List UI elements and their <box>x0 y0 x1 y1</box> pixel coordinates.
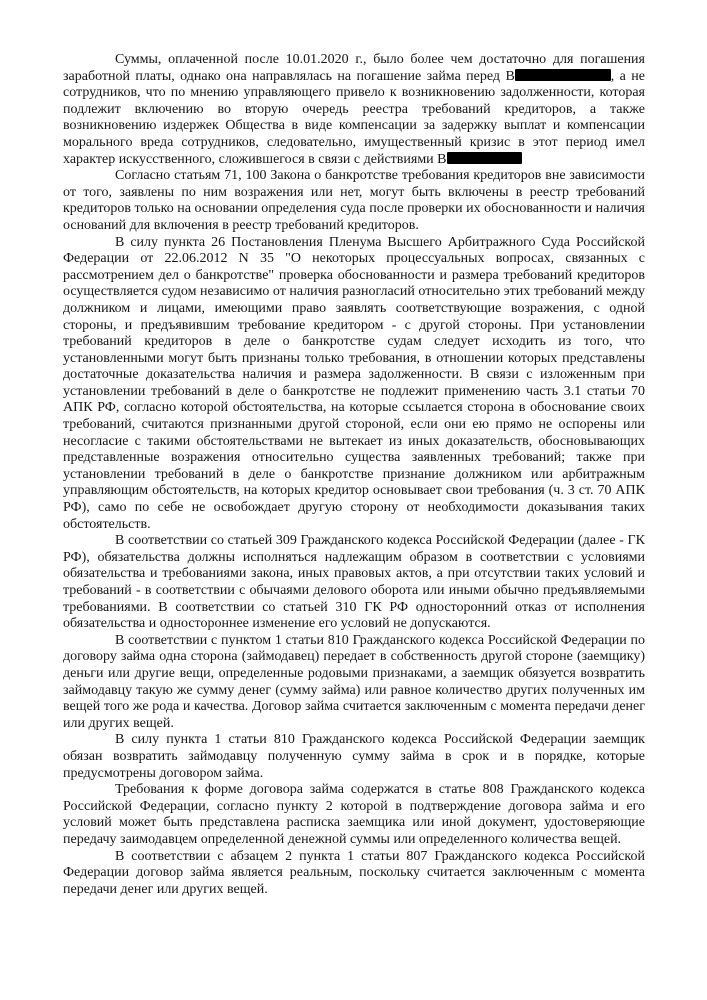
paragraph-text: Требования к форме договора займа содержатся в статье 808 Гражданского кодекса Российской Федерации, согласно пункту 2 которой в подтверждение договора займа и его условий может быть представлена расписка заемщика или иной документ, удостоверяющие передачу заимодавцем определенной денежной суммы или определенного количества вещей. <box>63 782 645 847</box>
paragraph-text: В соответствии с пунктом 1 статьи 810 Гражданского кодекса Российской Федерации по договору займа одна сторона (займодавец) передает в собственность другой стороне (заемщику) деньги или другие вещи, определенные родовыми признаками, а заемщик обязуется возвратить займодавцу такую же сумму денег (сумму займа) или равное количество других полученных им вещей того же рода и качества. Договор займа считается заключенным с момента передачи денег или других вещей. <box>63 632 645 731</box>
redaction-bar <box>447 152 522 164</box>
paragraph <box>63 633 645 733</box>
paragraph-text: , а не сотрудников, что по мнению управляющего привело к возникновению задолженности, которая подлежит включению во вторую очередь реестра требований кредиторов, а также возникновению издержек Общества в виде компенсации за задержку выплат и компенсации морального вреда сотрудников, следовательно, имущественный кризис в этот период имел характер искусственного, сложившегося в связи с действиями В <box>63 68 645 167</box>
paragraph-text: В соответствии с абзацем 2 пункта 1 статьи 807 Гражданского кодекса Российской Федерации договор займа является реальным, поскольку считается заключенным с момента передачи денег или других вещей. <box>63 848 645 897</box>
paragraph-text: Суммы, оплаченной после 10.01.2020 г., было более чем достаточно для погашения заработной платы, однако она направлялась на погашение займа перед В <box>63 52 645 84</box>
paragraph-text: Согласно статьям 71, 100 Закона о банкротстве требования кредиторов вне зависимости от того, заявлены по ним возражения или нет, могут быть включены в реестр требований кредиторов только на основании определения суда после проверки их обоснованности и наличия оснований для включения в реестр требований кредиторов. <box>63 168 645 233</box>
paragraph-text: В силу пункта 1 статьи 810 Гражданского кодекса Российской Федерации заемщик обязан возвратить займодавцу полученную сумму займа в срок и в порядке, которые предусмотрены договором займа. <box>63 732 645 781</box>
paragraph <box>63 52 645 168</box>
redaction-bar <box>515 69 611 81</box>
paragraph <box>63 235 645 534</box>
paragraph <box>63 782 645 848</box>
paragraph-text: В соответствии со статьей 309 Гражданского кодекса Российской Федерации (далее - ГК РФ), обязательства должны исполняться надлежащим образом в соответствии с условиями обязательства и требованиями закона, иных правовых актов, а при отсутствии таких условий и требований - в соответствии с обычаями делового оборота или иными обычно предъявляемыми требованиями. В соответствии со статьей 310 ГК РФ односторонний отказ от исполнения обязательства и одностороннее изменение его условий не допускаются. <box>63 533 645 632</box>
document-text <box>63 52 645 898</box>
paragraph-text: В силу пункта 26 Постановления Пленума Высшего Арбитражного Суда Российской Федерации от 22.06.2012 N 35 "О некоторых процессуальных вопросах, связанных с рассмотрением дел о банкротстве" проверка обоснованности и размера требований кредиторов осуществляется судом независимо от наличия разногласий относительно этих требований между должником и лицами, имеющими право заявлять соответствующие возражения, с одной стороны, и предъявившим требование кредитором - с другой стороны. При установлении требований кредиторов в деле о банкротстве судам следует исходить из того, что установленными могут быть признаны только требования, в отношении которых представлены достаточные доказательства наличия и размера задолженности. В связи с изложенным при установлении требований в деле о банкротстве не подлежит применению часть 3.1 статьи 70 АПК РФ, согласно которой обстоятельства, на которые ссылается сторона в обоснование своих требований, считаются признанными другой стороной, если они ею прямо не оспорены или несогласие с такими обстоятельствами не вытекает из иных доказательств, обосновывающих представленные возражения относительно существа заявленных требований; также при установлении требований в деле о банкротстве признание должником или арбитражным управляющим обстоятельств, на которых кредитор основывает свои требования (ч. 3 ст. 70 АПК РФ), само по себе не освобождает другую сторону от необходимости доказывания таких обстоятельств. <box>63 234 645 532</box>
paragraph <box>63 168 645 234</box>
paragraph <box>63 732 645 782</box>
paragraph <box>63 849 645 899</box>
paragraph <box>63 533 645 633</box>
